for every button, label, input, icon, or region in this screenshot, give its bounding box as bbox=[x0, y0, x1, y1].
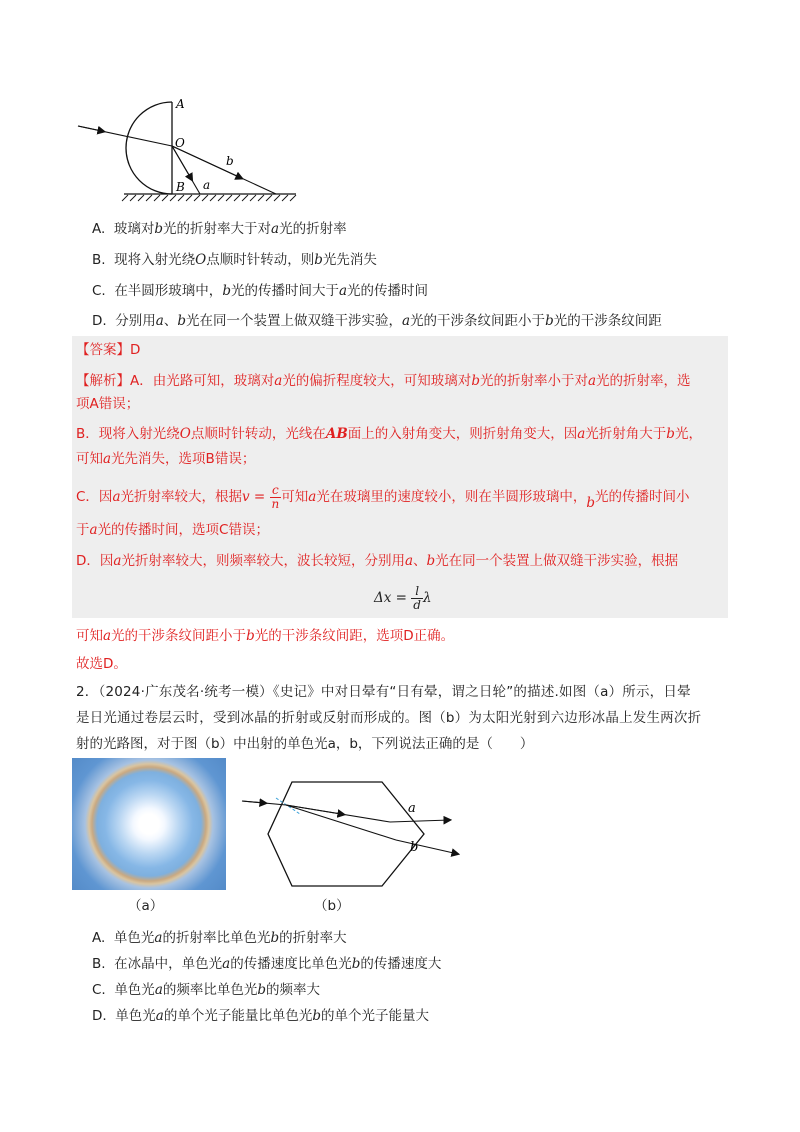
analysis-c-line2: 于a光的传播时间，选项C错误； bbox=[76, 522, 269, 538]
fig-b-caption: （b） bbox=[314, 898, 350, 914]
q2-option-d[interactable]: D. 单色光a的单个光子能量比单色光b的单个光子能量大 bbox=[92, 1008, 429, 1024]
answer-value: D bbox=[130, 342, 141, 358]
q2-stem-line1: 2．（2024·广东茂名·统考一模）《史记》中对日晕有“日有晕，谓之日轮”的描述.如图（a）所示，日晕 bbox=[76, 684, 691, 700]
fringe-spacing-formula: Δx = $\frac{l}{d}$ λ bbox=[374, 583, 432, 612]
sun-halo-photo bbox=[72, 758, 226, 890]
label-b: b bbox=[226, 154, 234, 168]
q1-option-a[interactable]: A. 玻璃对b光的折射率大于对a光的折射率 bbox=[92, 221, 347, 237]
label-A: A bbox=[176, 97, 185, 111]
answer-line bbox=[76, 340, 140, 360]
analysis-d-line1: D．因a光折射率较大，则频率较大，波长较短，分别用a、b光在同一个装置上做双缝干涉实验，根据 bbox=[76, 553, 679, 569]
q2-stem-line2: 是日光通过卷层云时，受到冰晶的折射或反射而形成的。图（b）为太阳光射到六边形冰晶上发生两次折 bbox=[76, 710, 702, 726]
analysis-label: 【解析】 bbox=[76, 373, 130, 389]
q1-option-b[interactable]: B. 现将入射光绕O点顺时针转动，则b光先消失 bbox=[92, 252, 377, 268]
analysis-a-line2: 项A错误； bbox=[76, 396, 140, 412]
label-O: O bbox=[175, 136, 185, 150]
ice-crystal-hexagon bbox=[268, 782, 424, 886]
velocity-fraction: $\frac{c}{n}$ bbox=[271, 482, 280, 511]
q1-option-d[interactable]: D. 分别用a、b光在同一个装置上做双缝干涉实验，a光的干涉条纹间距小于b光的干涉条纹间距 bbox=[92, 313, 662, 329]
inside-ray-b bbox=[286, 805, 396, 840]
analysis-conclusion: 故选D。 bbox=[76, 656, 127, 672]
q2-stem-line3: 射的光路图，对于图（b）中出射的单色光a，b，下列说法正确的是（ ） bbox=[76, 736, 534, 752]
fig-a-caption: （a） bbox=[128, 898, 164, 914]
q2-option-b[interactable]: B. 在冰晶中，单色光a的传播速度比单色光b的传播速度大 bbox=[92, 956, 442, 972]
analysis-b-line1: B．现将入射光绕O点顺时针转动，光线在AB面上的入射角变大，则折射角变大，因a光折射角大于b光， bbox=[76, 426, 702, 442]
ground-hatching bbox=[122, 195, 296, 201]
label-b: b bbox=[410, 840, 419, 855]
q2-option-a[interactable]: A. 单色光a的折射率比单色光b的折射率大 bbox=[92, 930, 347, 946]
glass-semicircle bbox=[126, 102, 172, 194]
label-B: B bbox=[176, 180, 185, 194]
answer-label: 【答案】 bbox=[76, 342, 130, 358]
outgoing-ray-a bbox=[390, 820, 450, 822]
hexagon-crystal-diagram bbox=[236, 772, 468, 892]
analysis-a-line1: 【解析】A．由光路可知，玻璃对a光的偏折程度较大，可知玻璃对b光的折射率小于对a光的折射率，选 bbox=[76, 373, 691, 389]
analysis-d-line2: 可知a光的干涉条纹间距小于b光的干涉条纹间距，选项D正确。 bbox=[76, 628, 455, 644]
q1-option-c[interactable]: C. 在半圆形玻璃中，b光的传播时间大于a光的传播时间 bbox=[92, 283, 429, 299]
label-a: a bbox=[203, 178, 211, 192]
semicircle-glass-diagram bbox=[70, 90, 310, 202]
outgoing-ray-b bbox=[396, 840, 458, 854]
q2-option-c[interactable]: C. 单色光a的频率比单色光b的频率大 bbox=[92, 982, 321, 998]
analysis-c-line1: C．因a光折射率较大，根据v = $\frac{c}{n}$ 可知a光在玻璃里的速度较小，则在半圆形玻璃中，b光的传播时间小 bbox=[76, 482, 690, 511]
analysis-b-line2: 可知a光先消失，选项B错误； bbox=[76, 451, 256, 467]
label-a: a bbox=[408, 801, 416, 816]
